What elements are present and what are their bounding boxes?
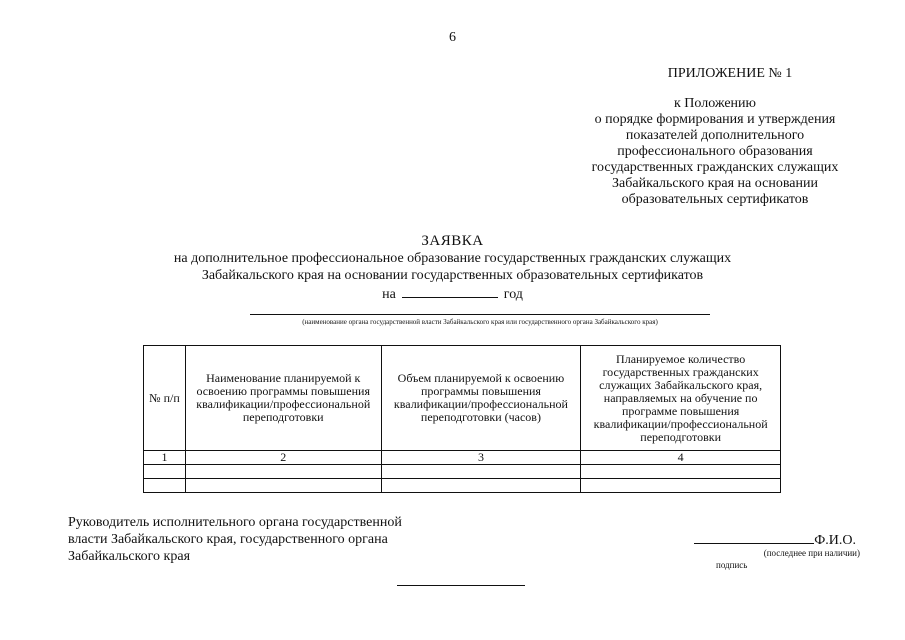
header-planned-count: Планируемое количество государственных гражданских служащих Забайкальского края, направляемых на обучение по программе повышения квалификации/профессиональной переподготовки [581,346,781,451]
table-cell[interactable] [144,479,186,493]
signature-fio-line [686,531,856,549]
table-column-numbers-row [144,451,781,465]
request-table [143,345,781,493]
year-suffix: год [503,287,523,302]
table-row [144,465,781,479]
column-number: 1 [144,451,186,465]
signer-title [68,514,468,565]
document-title: ЗАЯВКА [421,233,484,249]
column-number: 3 [381,451,581,465]
header-program-volume: Объем планируемой к освоению программы повышения квалификации/профессиональной переподготовки (часов) [381,346,581,451]
table-cell[interactable] [381,465,581,479]
org-name-field[interactable] [250,314,710,315]
signature-label: подпись [716,560,748,570]
header-program-name: Наименование планируемой к освоению программы повышения квалификации/профессиональной переподготовки [185,346,381,451]
appendix-title: ПРИЛОЖЕНИЕ № 1 [667,66,793,81]
appendix-line: образовательных сертификатов [621,192,809,207]
subtitle-line: Забайкальского края на основании государственных образовательных сертификатов [201,268,704,283]
appendix-line: к Положению [673,96,756,111]
table-cell[interactable] [185,465,381,479]
column-number: 2 [185,451,381,465]
table-row [144,479,781,493]
table-cell[interactable] [581,465,781,479]
table-cell[interactable] [144,465,186,479]
page-number: 6 [449,30,456,45]
appendix-line: Забайкальского края на основании [612,176,818,191]
year-prefix: на [382,287,396,302]
signature-field[interactable] [694,531,814,544]
year-line [0,285,905,303]
header-number: № п/п [144,346,186,451]
appendix-line: о порядке формирования и утверждения [594,112,836,127]
year-blank-field[interactable] [402,285,498,298]
fio-label: Ф.И.О. [814,533,856,548]
table-header-row [144,346,781,451]
fio-note: (последнее при наличии) [763,548,860,558]
subtitle-line: на дополнительное профессиональное образование государственных гражданских служащих [173,251,732,266]
document-subtitle [0,250,905,284]
table-cell[interactable] [581,479,781,493]
appendix-line: государственных гражданских служащих [591,160,839,175]
appendix-line: профессионального образования [617,144,813,159]
signer-line: Забайкальского края [68,549,191,564]
signer-line: Руководитель исполнительного органа государственной [68,515,402,530]
appendix-line: показателей дополнительного [625,128,805,143]
appendix-reference [560,96,870,208]
org-caption: (наименование органа государственной власти Забайкальского края или государственного органа Забайкальского края) [302,318,658,326]
column-number: 4 [581,451,781,465]
signer-line: власти Забайкальского края, государственного органа [68,532,388,547]
date-field[interactable] [397,585,525,586]
table-cell[interactable] [381,479,581,493]
table-cell[interactable] [185,479,381,493]
